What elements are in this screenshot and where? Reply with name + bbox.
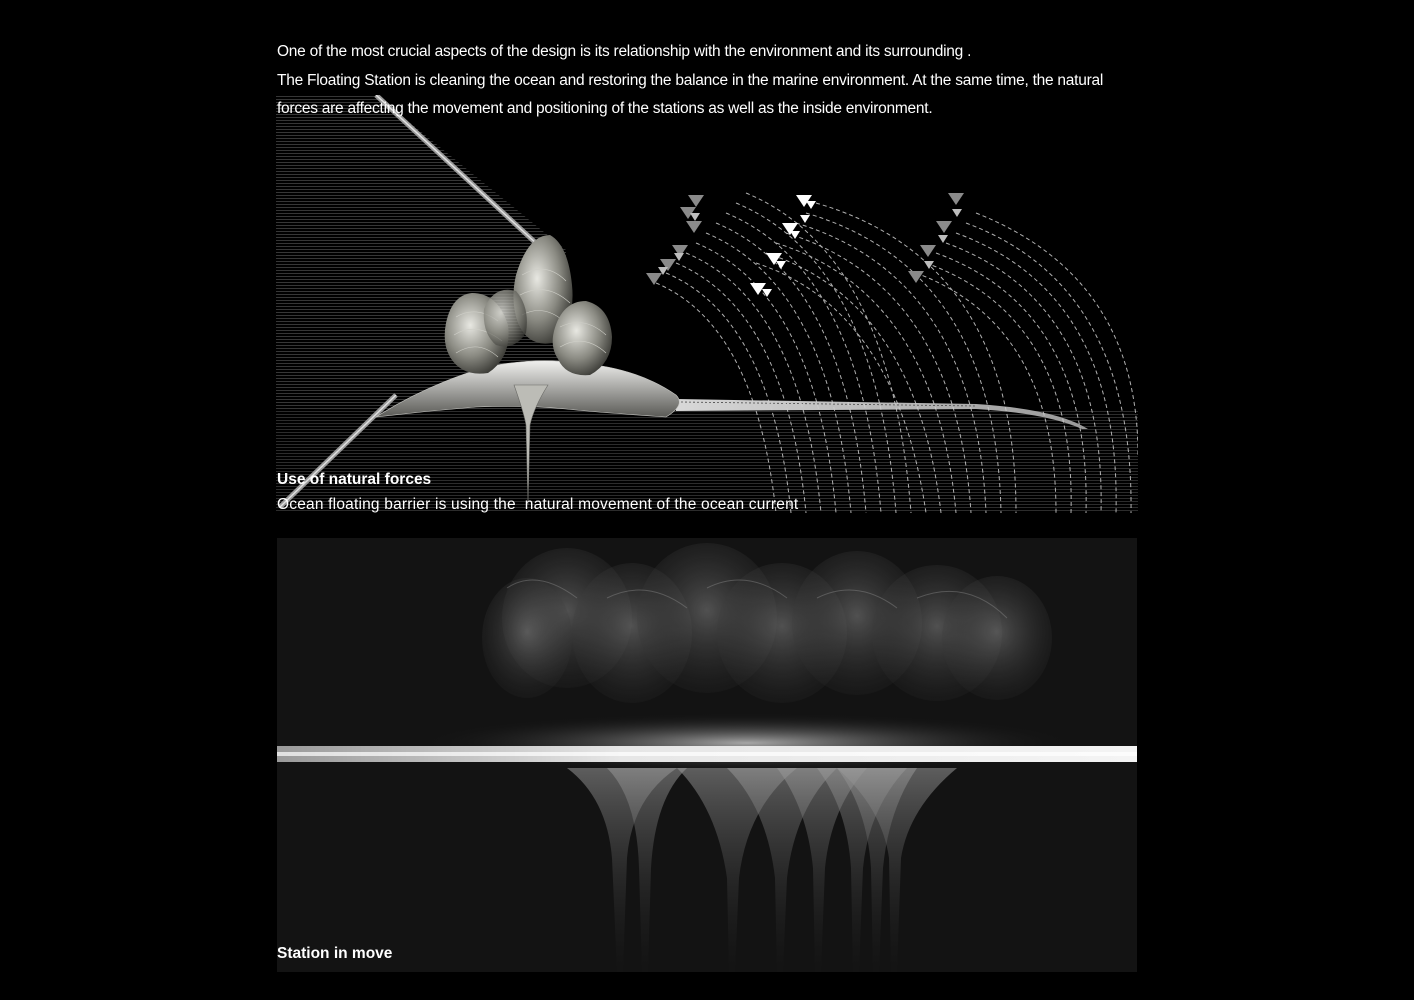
motion-glow (417, 713, 1077, 773)
natural-forces-subtext: Ocean floating barrier is using the natural movement of the ocean current (277, 496, 799, 513)
intro-text (277, 38, 1147, 124)
current-arrows-right (908, 193, 964, 283)
current-arrow-icon (936, 221, 952, 233)
station-petal-back (484, 290, 527, 347)
natural-forces-diagram (276, 95, 1138, 513)
current-arrow-icon (920, 245, 936, 257)
current-arrow-icon (646, 273, 662, 285)
intro-line-1: One of the most crucial aspects of the design is its relationship with the environment and its surrounding . (277, 43, 972, 60)
ghosted-anchors (567, 768, 957, 972)
current-arrow-icon (688, 195, 704, 207)
natural-forces-heading: Use of natural forces (277, 471, 432, 488)
natural-forces-caption (277, 469, 798, 518)
station-in-move-heading: Station in move (277, 945, 393, 962)
station-in-move-image (277, 538, 1137, 972)
current-arrow-icon (948, 193, 964, 205)
current-arrow-icon (686, 221, 702, 233)
ghosted-petals (482, 543, 1052, 703)
current-arrows-white (750, 195, 816, 297)
intro-line-2: The Floating Station is cleaning the ocean and restoring the balance in the marine environment. At the same time, the natural (277, 71, 1104, 89)
current-arrows (646, 195, 704, 285)
intro-line-3: forces are affecting the movement and positioning of the stations as well as the inside environment. (277, 100, 933, 117)
